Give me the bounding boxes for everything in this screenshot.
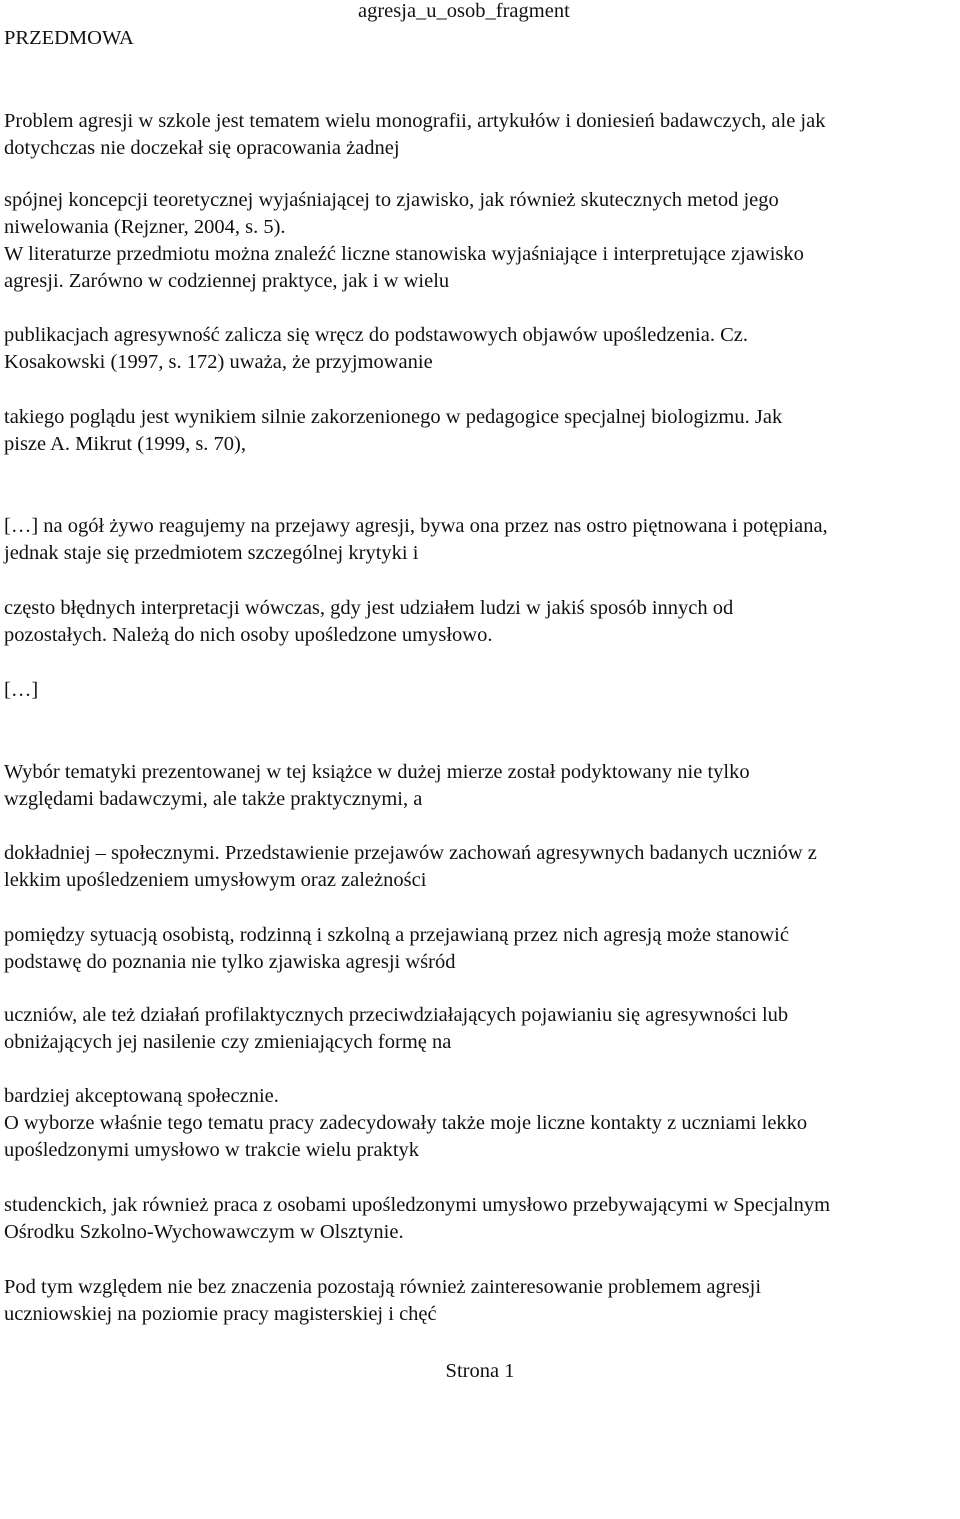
text-line: podstawę do poznania nie tylko zjawiska agresji wśród (4, 951, 456, 973)
paragraph-10 (4, 1192, 956, 1246)
text-line: Problem agresji w szkole jest tematem wielu monografii, artykułów i doniesień badawczych, ale jak (4, 110, 826, 132)
quote-ellipsis (4, 677, 956, 704)
text-line: […] (4, 679, 39, 701)
text-line: Kosakowski (1997, s. 172) uważa, że przyjmowanie (4, 351, 433, 373)
text-line: studenckich, jak również praca z osobami upośledzonymi umysłowo przebywającymi w Specjalnym (4, 1194, 831, 1216)
text-line: pisze A. Mikrut (1999, s. 70), (4, 433, 246, 455)
text-line: obniżających jej nasilenie czy zmieniających formę na (4, 1031, 452, 1053)
page-number: Strona 1 (445, 1360, 515, 1382)
text-line: często błędnych interpretacji wówczas, gdy jest udziałem ludzi w jakiś sposób innych od (4, 597, 734, 619)
text-line: agresji. Zarówno w codziennej praktyce, jak i w wielu (4, 270, 450, 292)
text-line: Pod tym względem nie bez znaczenia pozostają również zainteresowanie problemem agresji (4, 1276, 762, 1298)
text-line: niwelowania (Rejzner, 2004, s. 5). (4, 216, 286, 238)
document-filename: agresja_u_osob_fragment (358, 0, 570, 22)
paragraph-1 (4, 108, 956, 162)
text-line: bardziej akceptowaną społecznie. (4, 1085, 279, 1107)
text-line: takiego poglądu jest wynikiem silnie zakorzenionego w pedagogice specjalnej biologizmu. Jak (4, 406, 783, 428)
text-line: W literaturze przedmiotu można znaleźć liczne stanowiska wyjaśniające i interpretujące zjawisko (4, 243, 804, 265)
text-line: Ośrodku Szkolno-Wychowawczym w Olsztynie. (4, 1221, 404, 1243)
text-line: lekkim upośledzeniem umysłowym oraz zależności (4, 869, 427, 891)
text-line: upośledzonymi umysłowo w trakcie wielu praktyk (4, 1139, 420, 1161)
document-title: PRZEDMOWA (4, 27, 134, 49)
text-line: uczniowskiej na poziomie pracy magisterskiej i chęć (4, 1303, 437, 1325)
text-line: […] na ogół żywo reagujemy na przejawy agresji, bywa ona przez nas ostro piętnowana i potępiana, (4, 515, 828, 537)
paragraph-7 (4, 922, 956, 976)
paragraph-2 (4, 187, 956, 295)
paragraph-3 (4, 322, 956, 376)
text-line: Wybór tematyki prezentowanej w tej książce w dużej mierze został podyktowany nie tylko (4, 761, 750, 783)
text-line: pomiędzy sytuacją osobistą, rodzinną i szkolną a przejawianą przez nich agresją może stanowić (4, 924, 789, 946)
text-line: uczniów, ale też działań profilaktycznych przeciwdziałających pojawianiu się agresywności lub (4, 1004, 789, 1026)
paragraph-6 (4, 840, 956, 894)
text-line: O wyborze właśnie tego tematu pracy zadecydowały także moje liczne kontakty z uczniami lekko (4, 1112, 808, 1134)
text-line: dokładniej – społecznymi. Przedstawienie przejawów zachowań agresywnych badanych uczniów z (4, 842, 817, 864)
paragraph-9 (4, 1083, 956, 1164)
paragraph-8 (4, 1002, 956, 1056)
paragraph-11 (4, 1274, 956, 1328)
paragraph-5 (4, 759, 956, 813)
text-line: publikacjach agresywność zalicza się wręcz do podstawowych objawów upośledzenia. Cz. (4, 324, 748, 346)
text-line: jednak staje się przedmiotem szczególnej krytyki i (4, 542, 419, 564)
text-line: spójnej koncepcji teoretycznej wyjaśniającej to zjawisko, jak również skutecznych metod jego (4, 189, 779, 211)
text-line: względami badawczymi, ale także praktycznymi, a (4, 788, 423, 810)
text-line: pozostałych. Należą do nich osoby upośledzone umysłowo. (4, 624, 493, 646)
text-line: dotychczas nie doczekał się opracowania żadnej (4, 137, 400, 159)
quote-paragraph-1 (4, 513, 956, 567)
paragraph-4 (4, 404, 956, 458)
quote-paragraph-2 (4, 595, 956, 649)
